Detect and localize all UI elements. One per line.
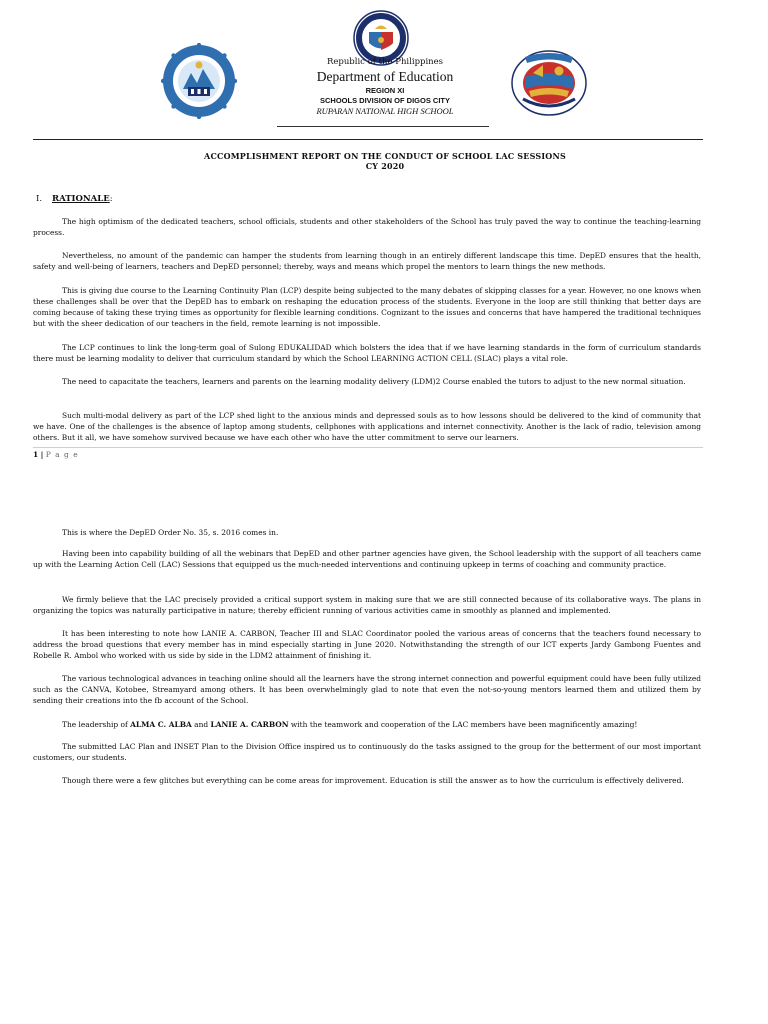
section-suffix: : <box>109 194 113 204</box>
section-heading <box>36 195 113 204</box>
page-word: P a g e <box>45 450 79 459</box>
header-short-divider <box>277 126 489 127</box>
paragraph-conclusion: Though there were a few glitches but everything can be come areas for improvement. Education is still the answer as to how the curriculum is effectively delivered. <box>62 776 684 785</box>
leadership-after: with the teamwork and cooperation of the LAC members have been magnificently amazing! <box>288 720 638 729</box>
header-school: RUPARAN NATIONAL HIGH SCHOOL <box>316 106 454 116</box>
header-department: Department of Education <box>316 69 454 84</box>
paragraph-technology: The various technological advances in teaching online should all the learners have the strong internet connection and powerful equipment could have been fully utilized such as the CANVA, Kotobee, Streamyard among others. It has been overwhelmingly glad to note that even the not-so-young mentors learned them and utilized them by sending their creations into the fb account of the School. <box>33 674 701 705</box>
leadership-and: and <box>191 720 211 729</box>
header-republic: Republic of the Philippines <box>326 57 444 67</box>
paragraph-coordinator: It has been interesting to note how LANIE A. CARBON, Teacher III and SLAC Coordinator pooled the various areas of concerns that the teachers found necessary to address the broad questions that every member has in mind especially starting in June 2020. Notwithstanding the strength of our ICT experts Jardy Gambong Fuentes and Robelle R. Ambol who worked with us side by side in the LDM2 attainment of finishing it. <box>33 629 701 660</box>
paragraph-rationale-4: The LCP continues to link the long-term goal of Sulong EDUKALIDAD which bolsters the idea that if we have learning standards in the form of curriculum standards there must be learning modality to deliver that curriculum standard by which the School LEARNING ACTION CELL (SLAC) plays a vital role. <box>33 343 701 363</box>
paragraph-rationale-2: Nevertheless, no amount of the pandemic can hamper the students from learning though in an entirely different landscape this time. DepED ensures that the health, safety and well-being of learners, teachers and DepED personnel; thereby, ways and means which propel the mentors to learn things the new methods. <box>33 251 701 271</box>
report-title: ACCOMPLISHMENT REPORT ON THE CONDUCT OF SCHOOL LAC SESSIONS <box>204 151 566 161</box>
paragraph-rationale-3: This is giving due course to the Learning Continuity Plan (LCP) despite being subjected to the many debates of skipping classes for a year. However, no one knows when these challenges shall be over that the DepED has to embark on reshaping the education process of the students. Everyone in the loop are still thinking that better days are coming because of taking these trying times as opportunity for flexible learning conditions. Cognizant to the issues and concerns that have hampered the traditional techniques but with the sheer dedication of our teachers in the field, remote learning is not impossible. <box>33 286 701 328</box>
paragraph-lac-plan: The submitted LAC Plan and INSET Plan to the Division Office inspired us to continuously do the tasks assigned to the group for the betterment of our most important customers, our students. <box>33 742 701 762</box>
paragraph-rationale-5: The need to capacitate the teachers, learners and parents on the learning modality delivery (LDM)2 Course enabled the tutors to adjust to the new normal situation. <box>62 377 686 386</box>
header-divider <box>33 139 703 140</box>
header-region: REGION XI <box>365 86 405 95</box>
paragraph-leadership <box>33 719 701 730</box>
school-seal-logo <box>161 43 237 119</box>
footer-divider <box>33 447 703 448</box>
paragraph-deped-order: This is where the DepED Order No. 35, s. 2016 comes in. <box>62 528 279 537</box>
section-number: I. <box>36 194 43 204</box>
leader-name-2: LANIE A. CARBON <box>210 720 289 729</box>
paragraph-rationale-6: Such multi-modal delivery as part of the LCP shed light to the anxious minds and depressed souls as to how lessons should be delivered to the kind of community that we have. One of the challenges is the absence of laptop among students, cellphones with applications and internet connectivity. Another is the lack of radio, television among others. But it all, we have somehow survived because we have each other who have the utter commitment to serve our learners. <box>33 411 701 442</box>
paragraph-support-system: We firmly believe that the LAC precisely provided a critical support system in making sure that we are still connected because of its collaborative ways. The plans in organizing the topics was naturally participative in nature; thereby efficient running of various activities came in smoothly as planned and implemented. <box>33 595 701 615</box>
header-division: SCHOOLS DIVISION OF DIGOS CITY <box>319 96 450 105</box>
section-label: RATIONALE <box>52 194 110 204</box>
leadership-before: The leadership of <box>62 720 131 729</box>
page-number: 1 <box>33 450 39 459</box>
paragraph-rationale-1: The high optimism of the dedicated teachers, school officials, students and other stakeholders of the School has truly paved the way to continue the teaching-learning process. <box>33 217 701 237</box>
page-footer <box>33 451 79 459</box>
paragraph-capability: Having been into capability building of all the webinars that DepED and other partner agencies have given, the School leadership with the support of all teachers came up with the Learning Action Cell (LAC) Sessions that equipped us the much-needed interventions and continuing upkeep in terms of coaching and community practice. <box>33 549 701 569</box>
report-year: CY 2020 <box>365 161 405 171</box>
leader-name-1: ALMA C. ALBA <box>130 720 192 729</box>
page-separator: | <box>40 450 44 459</box>
